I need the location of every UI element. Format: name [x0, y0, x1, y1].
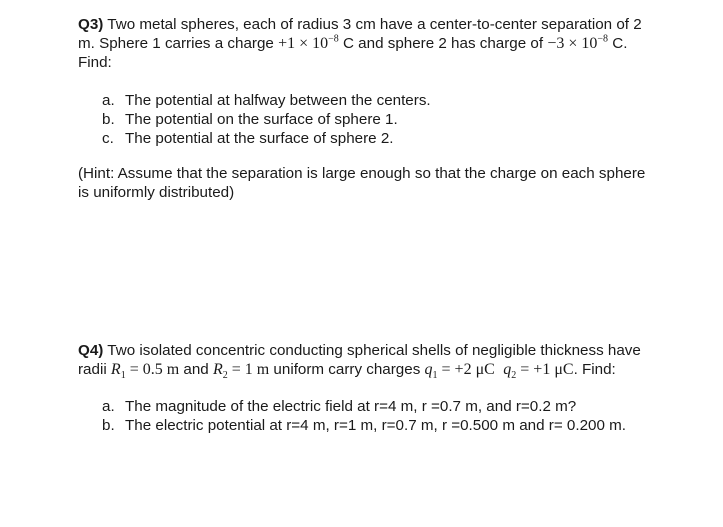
hint-line2: is uniformly distributed) — [78, 184, 235, 201]
question-3-part-b — [102, 110, 693, 129]
question-3-line2-b: C and sphere 2 has charge of — [338, 35, 548, 52]
part-text: The potential at halfway between the centers. — [125, 92, 431, 109]
radius-2-subscript: 2 — [222, 370, 228, 382]
part-marker: b. — [102, 111, 115, 128]
charge-q2-amount: = +1 μC — [516, 361, 574, 378]
radius-1-value — [110, 361, 180, 382]
radius-1-subscript: 1 — [120, 370, 126, 382]
question-3-label: Q3) — [78, 16, 104, 33]
charge-q1-symbol: q — [424, 361, 433, 378]
part-text: The potential at the surface of sphere 2. — [125, 130, 394, 147]
question-3-hint — [78, 164, 693, 202]
question-4-line2-a: radii — [78, 361, 111, 378]
question-4-part-b — [102, 416, 693, 435]
radius-2-amount: = 1 m — [227, 361, 270, 378]
question-3-stem — [78, 15, 693, 72]
question-4-line1: Two isolated concentric conducting spherical shells of negligible thickness have — [107, 342, 641, 359]
question-3 — [78, 15, 693, 202]
question-3-parts — [78, 91, 693, 148]
question-3-part-a — [102, 91, 693, 110]
charge-2-coefficient: −3 × 10 — [547, 35, 598, 52]
question-3-line1: Two metal spheres, each of radius 3 cm have a center-to-center separation of 2 — [107, 16, 642, 33]
part-text: The electric potential at r=4 m, r=1 m, r=0.7 m, r =0.500 m and r= 0.200 m. — [125, 417, 627, 434]
question-4-parts — [78, 397, 693, 435]
radius-1-symbol: R — [110, 361, 121, 378]
question-4-part-a — [102, 397, 693, 416]
charge-2-exponent: −8 — [597, 33, 608, 45]
part-marker: c. — [102, 130, 114, 147]
charge-1-coefficient: +1 × 10 — [278, 35, 329, 52]
question-3-line2-c: C. — [608, 35, 628, 52]
radius-2-value — [212, 361, 270, 382]
hint-line1: (Hint: Assume that the separation is large enough so that the charge on each sphere — [78, 165, 646, 182]
question-4 — [78, 341, 693, 435]
part-text: The magnitude of the electric field at r=4 m, r =0.7 m, and r=0.2 m? — [125, 398, 577, 415]
question-4-label: Q4) — [78, 342, 104, 359]
radius-2-symbol: R — [212, 361, 223, 378]
part-marker: a. — [102, 398, 115, 415]
charge-q2-symbol: q — [503, 361, 512, 378]
radius-1-amount: = 0.5 m — [125, 361, 180, 378]
part-marker: b. — [102, 417, 115, 434]
question-3-find: Find: — [78, 54, 112, 71]
charge-2-value — [547, 35, 608, 52]
charge-q1-amount: = +2 μC — [437, 361, 495, 378]
charge-q2-value — [503, 361, 574, 382]
question-4-line2-b: and — [179, 361, 213, 378]
charge-1-exponent: −8 — [328, 33, 339, 45]
part-marker: a. — [102, 92, 115, 109]
question-4-stem — [78, 341, 693, 382]
question-4-line2-d: . Find: — [573, 361, 616, 378]
charge-1-value — [278, 35, 339, 52]
charge-q2-subscript: 2 — [511, 370, 517, 382]
question-3-line2-a: m. Sphere 1 carries a charge — [78, 35, 279, 52]
charge-q1-value — [424, 361, 495, 382]
part-text: The potential on the surface of sphere 1. — [125, 111, 398, 128]
question-4-line2-c: uniform carry charges — [269, 361, 425, 378]
charge-q1-subscript: 1 — [432, 370, 438, 382]
question-3-part-c — [102, 129, 693, 148]
